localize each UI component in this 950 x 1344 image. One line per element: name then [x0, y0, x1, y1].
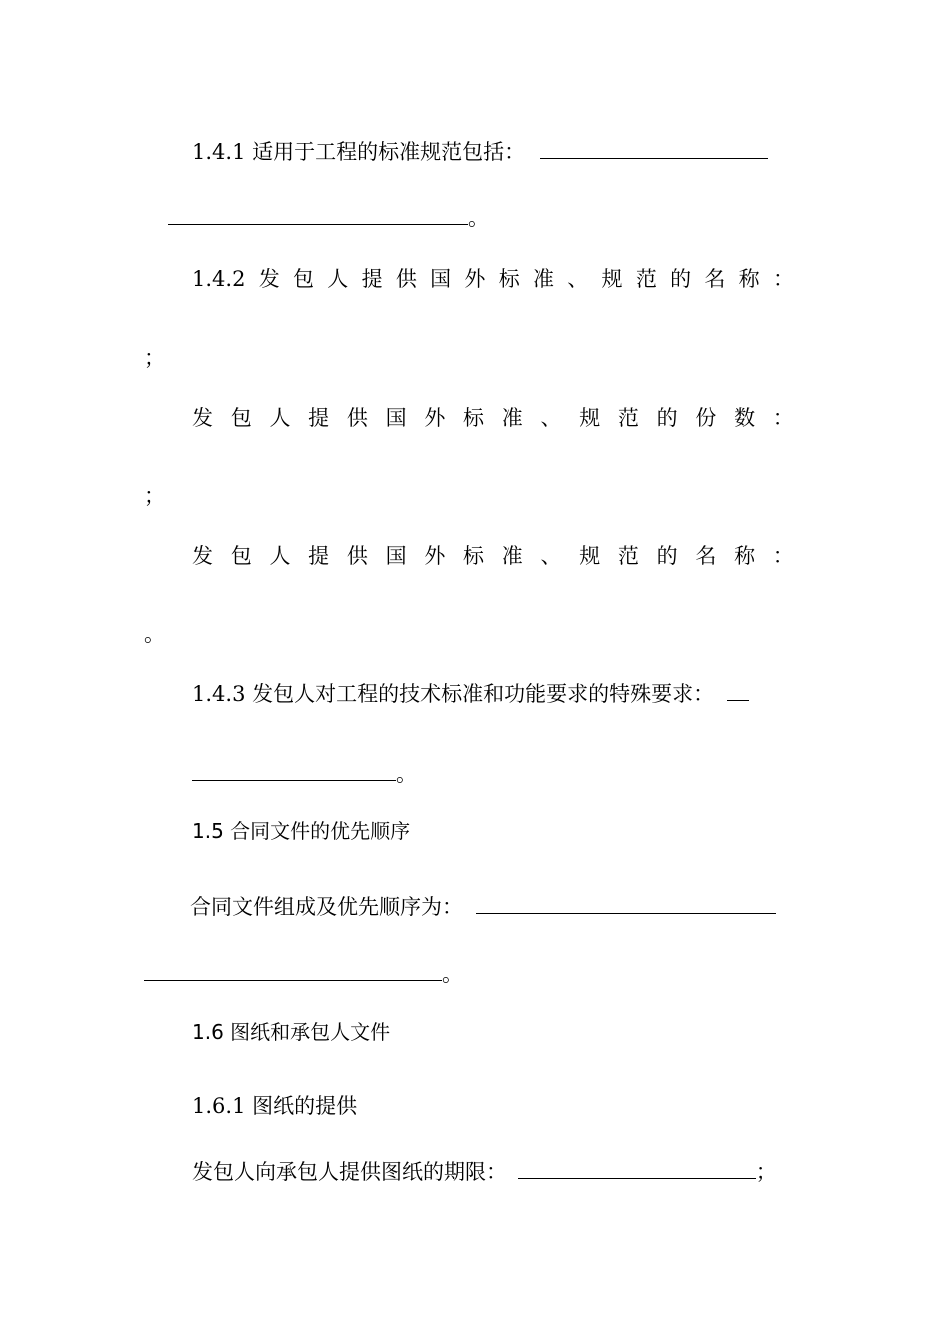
clause-1-4-3-continuation — [192, 760, 417, 788]
fill-in-blank[interactable] — [727, 680, 749, 701]
clause-text: 适用于工程的标准规范包括： — [252, 140, 526, 164]
text-char: 的 — [656, 406, 678, 430]
fill-in-blank[interactable] — [476, 893, 776, 914]
text-char: 规 — [601, 267, 623, 291]
text-char: 标 — [498, 267, 520, 291]
text-char: 提 — [308, 544, 330, 568]
text-char: 范 — [617, 406, 639, 430]
clause-1-4-2-line-2-end — [144, 482, 165, 510]
section-text: 发包人向承包人提供图纸的期限： — [192, 1160, 507, 1184]
clause-1-4-2-line-3-end — [144, 620, 165, 648]
text-char: 国 — [430, 267, 452, 291]
clause-1-4-2-line-1 — [192, 265, 794, 293]
end-mark: 。 — [144, 622, 165, 646]
fill-in-blank[interactable] — [168, 204, 468, 225]
text-char: 称 — [734, 544, 756, 568]
text-char: ： — [772, 544, 794, 568]
text-char: 名 — [695, 544, 717, 568]
text-char: 供 — [346, 406, 368, 430]
text-char: 规 — [579, 406, 601, 430]
fill-in-blank[interactable] — [144, 960, 442, 981]
text-char: 称 — [738, 267, 760, 291]
section-1-6-1-heading: 1.6.1 图纸的提供 — [192, 1094, 358, 1118]
text-char: 人 — [327, 267, 349, 291]
clause-1-4-2-line-3 — [192, 542, 794, 570]
text-char: 名 — [704, 267, 726, 291]
end-mark: ； — [755, 1160, 777, 1184]
text-char: 、 — [540, 544, 562, 568]
text-char: 人 — [269, 544, 291, 568]
section-1-5-line — [190, 893, 776, 921]
clause-text: 发包人对工程的技术标准和功能要求的特殊要求： — [252, 682, 715, 706]
text-char: 范 — [617, 544, 639, 568]
section-text: 合同文件组成及优先顺序为： — [190, 895, 463, 919]
text-char: 、 — [540, 406, 562, 430]
text-char: 规 — [579, 544, 601, 568]
text-char: 标 — [463, 406, 485, 430]
text-char: 供 — [346, 544, 368, 568]
text-char: 的 — [670, 267, 692, 291]
fill-in-blank[interactable] — [518, 1158, 756, 1179]
clause-1-4-2-line-1-end — [144, 344, 165, 372]
text-char: 发 — [192, 544, 213, 568]
text-char: 范 — [635, 267, 657, 291]
text-char: 准 — [501, 406, 523, 430]
text-char: 准 — [501, 544, 523, 568]
clause-1-4-2-line-2 — [192, 404, 794, 432]
text-char: 份 — [695, 406, 717, 430]
text-char: 外 — [424, 544, 446, 568]
text-char: 的 — [656, 544, 678, 568]
clause-number: 1.4.1 — [192, 140, 246, 164]
end-mark: ； — [144, 346, 165, 370]
text-char: ： — [772, 267, 794, 291]
fill-in-blank[interactable] — [540, 138, 768, 159]
text-char: 外 — [424, 406, 446, 430]
section-1-6-1-line — [192, 1158, 777, 1186]
text-char: 标 — [463, 544, 485, 568]
text-char: 提 — [308, 406, 330, 430]
text-char: ： — [772, 406, 794, 430]
clause-1-4-1-continuation — [168, 204, 489, 232]
text-char: 人 — [269, 406, 291, 430]
section-1-6-heading: 1.6 图纸和承包人文件 — [192, 1020, 391, 1044]
text-char: 包 — [230, 406, 252, 430]
clause-1-4-1-line — [192, 138, 768, 166]
text-char: 、 — [567, 267, 589, 291]
text-char: 国 — [385, 544, 407, 568]
clause-number: 1.4.3 — [192, 682, 246, 706]
text-char: 发 — [258, 267, 280, 291]
text-char: 外 — [464, 267, 486, 291]
end-mark: 。 — [468, 206, 489, 230]
text-char: 包 — [230, 544, 252, 568]
text-char: 提 — [361, 267, 383, 291]
text-char: 准 — [532, 267, 554, 291]
text-char: 包 — [293, 267, 314, 291]
text-char: 供 — [395, 267, 417, 291]
text-char: 国 — [385, 406, 407, 430]
end-mark: 。 — [396, 762, 417, 786]
end-mark: ； — [144, 484, 165, 508]
section-1-5-continuation — [144, 960, 463, 988]
clause-number: 1.4.2 — [192, 267, 246, 291]
clause-1-4-3-line — [192, 680, 749, 708]
text-char: 数 — [734, 406, 756, 430]
text-char: 发 — [192, 406, 213, 430]
end-mark: 。 — [442, 962, 463, 986]
fill-in-blank[interactable] — [192, 760, 396, 781]
section-1-5-heading: 1.5 合同文件的优先顺序 — [192, 819, 411, 843]
